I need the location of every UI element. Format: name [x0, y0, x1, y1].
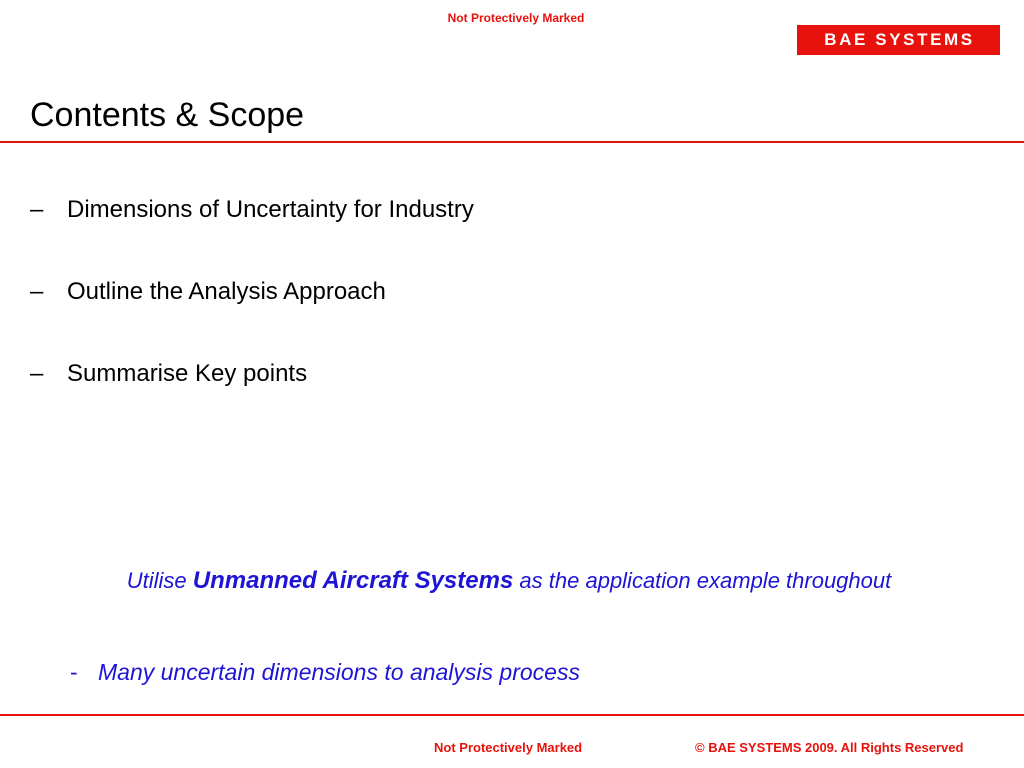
- bullet-list: [30, 196, 474, 442]
- bullet-item: [30, 360, 474, 442]
- callout-text: [0, 565, 1018, 597]
- footer-marking: Not Protectively Marked: [434, 740, 583, 755]
- bullet-marker: –: [30, 278, 44, 305]
- bae-systems-logo: [797, 25, 1000, 55]
- callout-suffix: as the application example throughout: [513, 568, 892, 593]
- bullet-item: [30, 196, 474, 278]
- bullet-text: Outline the Analysis Approach: [67, 278, 386, 305]
- sub-point-text: Many uncertain dimensions to analysis process: [98, 659, 580, 685]
- title-divider: [0, 141, 1024, 143]
- sub-point-marker: -: [70, 659, 78, 685]
- logo-text: BAE SYSTEMS: [824, 30, 975, 49]
- callout-prefix: Utilise: [126, 568, 193, 593]
- footer-copyright: © BAE SYSTEMS 2009. All Rights Reserved: [695, 740, 964, 755]
- footer-divider: [0, 714, 1024, 716]
- bullet-marker: –: [30, 360, 44, 387]
- header-marking: Not Protectively Marked: [447, 11, 585, 25]
- sub-point: [70, 659, 580, 686]
- bullet-text: Dimensions of Uncertainty for Industry: [67, 196, 474, 223]
- slide-title: Contents & Scope: [30, 96, 305, 134]
- bullet-item: [30, 278, 474, 360]
- callout-emphasis: Unmanned Aircraft Systems: [192, 567, 514, 594]
- bullet-text: Summarise Key points: [67, 360, 308, 387]
- bullet-marker: –: [30, 196, 44, 223]
